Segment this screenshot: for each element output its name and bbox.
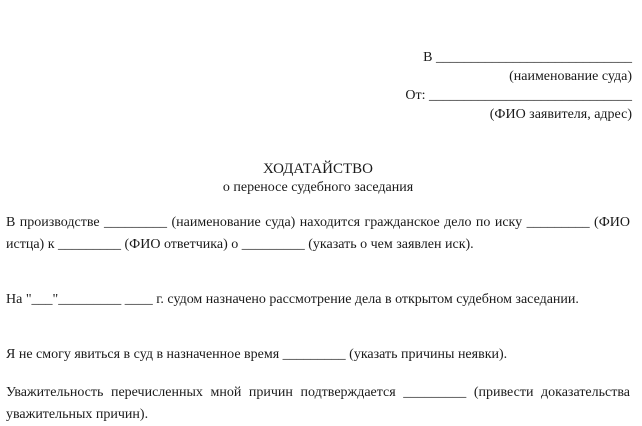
paragraph-case-info: В производстве _________ (наименование суда) находится гражданское дело по иску _________ (ФИО истца) к _________ (ФИО ответчика) о _________ (указать о чем заявлен иск). [6, 215, 630, 252]
sender-caption: (ФИО заявителя, адрес) [489, 107, 632, 122]
addressee-line: В ____________________________ [423, 50, 632, 65]
document-subtitle: о переносе судебного заседания [222, 180, 414, 195]
paragraph-absence-reason: Я не смогу явиться в суд в назначенное время _________ (указать причины неявки). [6, 347, 508, 362]
paragraph-hearing-date: На "___"_________ ____ г. судом назначено рассмотрение дела в открытом судебном заседании. [6, 292, 579, 307]
addressee-caption: (наименование суда) [509, 69, 632, 84]
paragraph-evidence: Уважительность перечисленных мной причин подтверждается _________ (привести доказательства уважительных причин). [6, 385, 630, 422]
document-title: ХОДАТАЙСТВО [263, 161, 373, 177]
sender-line: От: _____________________________ [405, 88, 632, 103]
